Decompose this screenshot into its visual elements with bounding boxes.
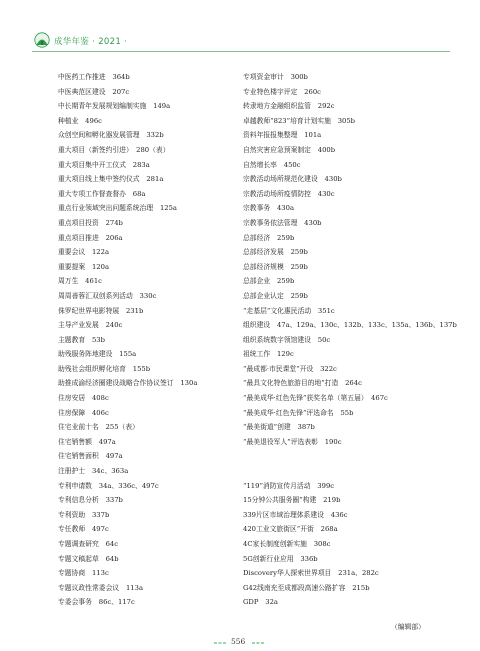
index-entry <box>243 566 453 581</box>
index-entry <box>243 143 453 158</box>
index-entry <box>58 449 268 464</box>
index-entry-text: 重大项目（新签约引进） 280（表） <box>58 145 170 154</box>
index-entry-text: 重点行业领域突出问题系统治理 125a <box>58 204 177 213</box>
index-entry <box>243 595 453 610</box>
index-entry-text: 周周善蓉汇双创系列活动 330c <box>58 291 157 300</box>
index-entry <box>243 362 453 377</box>
index-entry-text: 中医典范区建设 207c <box>58 87 130 96</box>
index-column-left <box>58 70 268 610</box>
index-entry-text: 总部经济 259b <box>243 233 295 242</box>
index-entry <box>58 304 268 319</box>
index-entry <box>243 508 453 523</box>
index-entry <box>58 143 268 158</box>
index-entry-text: 重点项目投资 274b <box>58 218 123 227</box>
index-entry-text: 转隶地方金融组织监管 292c <box>243 102 335 111</box>
index-entry-text: 宗教事务 430a <box>243 204 295 213</box>
index-entry <box>243 260 453 275</box>
index-entry-text: 总部企业 259b <box>243 277 295 286</box>
running-header-title: 成华年鉴 · 2021 · <box>54 37 128 47</box>
index-entry <box>243 158 453 173</box>
index-entry-text: “最成都·市民课堂”开设 322c <box>243 364 337 373</box>
index-entry-text: 主导产业发展 240c <box>58 321 123 330</box>
index-entry <box>243 187 453 202</box>
index-entry-text: 住房安居 408c <box>58 394 109 403</box>
index-entry-text: 专委会事务 86c、117c <box>58 598 135 607</box>
index-entry <box>58 537 268 552</box>
index-entry <box>58 70 268 85</box>
index-entry-text: 住房保障 406c <box>58 408 109 417</box>
index-entry-text: 重要提案 120a <box>58 262 110 271</box>
index-entry <box>243 114 453 129</box>
index-entry <box>243 231 453 246</box>
index-entry <box>58 391 268 406</box>
index-entry <box>58 479 268 494</box>
index-entry <box>243 318 457 333</box>
index-entry-text: 主题教育 53b <box>58 335 105 344</box>
index-entry <box>58 362 268 377</box>
index-entry-text: “最美成华·红色先锋”评选命名 55b <box>243 408 354 417</box>
index-entry-text: 专利资助 337b <box>58 510 110 519</box>
index-entry-text: 众创空间和孵化器发展管理 332b <box>58 131 164 140</box>
index-entry-text: 总部经济规模 259b <box>243 262 308 271</box>
index-entry <box>58 376 268 391</box>
index-entry-text: “最美街道”创建 387b <box>243 423 315 432</box>
index-entry-text: “走基层”文化惠民活动 351c <box>243 306 335 315</box>
index-entry-text: 中长期青年发展规划编制实施 149a <box>58 102 171 111</box>
index-entry-text: 专题协商 113c <box>58 569 109 578</box>
index-entry <box>58 216 268 231</box>
index-entry-text: 重大项目线上集中签约仪式 281a <box>58 175 164 184</box>
index-entry <box>58 464 268 479</box>
index-entry <box>58 435 268 450</box>
index-entry <box>243 449 453 464</box>
index-column-right <box>243 70 457 610</box>
index-entry-text: 重大专项工作督查督办 68a <box>58 189 146 198</box>
index-entry-text: 339片区市域治理体系建设 436c <box>243 510 348 519</box>
index-entry-text: 卓越教师“823”培育计划实施 305b <box>243 116 356 125</box>
index-entry <box>243 128 453 143</box>
index-entry <box>58 318 268 333</box>
index-entry <box>58 85 268 100</box>
index-entry <box>243 304 453 319</box>
index-entry-text: 种植业 496c <box>58 116 102 125</box>
index-entry-text: 重大项目集中开工仪式 283a <box>58 160 150 169</box>
index-entry-text: “最美退役军人”评选表彰 190c <box>243 437 342 446</box>
index-entry-text: “119”消防宣传月活动 399c <box>243 481 335 490</box>
index-entry-text: 助残服务阵地建设 155a <box>58 350 137 359</box>
index-entry <box>243 391 453 406</box>
header-rule <box>32 51 450 52</box>
index-entry <box>243 581 453 596</box>
index-entry-text: 专利信息分析 337b <box>58 496 123 505</box>
index-entry-text: 组织系统数字领馆建设 50c <box>243 335 331 344</box>
index-entry-text: 住宅业前十名 255（表） <box>58 423 139 432</box>
index-entry-text: “最美成华·红色先锋”获奖名单（第五届） 467c <box>243 394 388 403</box>
index-entry-text: 注册护士 34c、363a <box>58 467 129 476</box>
index-entry-text: 周万生 461c <box>58 277 102 286</box>
index-entry <box>58 158 268 173</box>
index-entry <box>58 114 268 129</box>
index-entry-text: 组织建设 47a、129a、130c、132b、133c、135a、136b、137b <box>243 321 457 330</box>
index-entry-text: 住宅销售面积 497a <box>58 452 123 461</box>
index-entry <box>243 85 453 100</box>
city-tree-logo-icon <box>34 32 50 48</box>
index-entry <box>58 172 268 187</box>
index-entry <box>243 537 453 552</box>
index-entry-text: 专利申请数 34a、336c、497c <box>58 481 159 490</box>
index-entry-text: 助残社会组织孵化培育 155b <box>58 364 151 373</box>
index-entry <box>243 274 453 289</box>
index-entry <box>58 347 268 362</box>
page-footer <box>0 637 480 649</box>
index-entry-text: 专题文稿起草 64b <box>58 554 119 563</box>
index-entry <box>58 187 268 202</box>
index-entry <box>58 231 268 246</box>
index-entry <box>243 70 453 85</box>
index-entry <box>243 333 453 348</box>
footer-ornament-right-icon <box>250 641 264 645</box>
footer-ornament-left-icon <box>214 641 228 645</box>
index-entry-text: 宗教事务依法管理 430b <box>243 218 322 227</box>
index-entry-text: 住宅销售额 497a <box>58 437 116 446</box>
index-entry <box>243 347 453 362</box>
index-entry <box>58 581 268 596</box>
index-entry <box>243 201 453 216</box>
index-entry <box>58 245 268 260</box>
index-entry-text: 自然增长率 450c <box>243 160 301 169</box>
index-entry <box>243 406 453 421</box>
index-entry <box>243 376 453 391</box>
index-entry-text: 专项资金审计 300b <box>243 73 308 81</box>
index-entry-text: “最具文化特色旅游目的地”打造 264c <box>243 379 362 388</box>
index-entry-text: 专题议政性常委会议 113a <box>58 583 143 592</box>
index-entry-text: 助推成渝经济圈建设战略合作协议签订 130a <box>58 379 198 388</box>
index-entry <box>243 99 453 114</box>
index-entry <box>58 128 268 143</box>
index-entry-text: 自然灾害应急预案制定 400b <box>243 145 336 154</box>
index-entry-text: 420工业文旅街区”开街 268a <box>243 525 338 534</box>
index-entry-text: 重点项目推进 206a <box>58 233 123 242</box>
index-entry-text: Discovery华人探索世界项目 231a、282c <box>243 569 379 578</box>
index-entry-text: 资料年报报集整理 101a <box>243 131 322 140</box>
index-entry <box>243 172 453 187</box>
index-entry <box>58 508 268 523</box>
index-entry-text: 宗教活动场所规范化建设 430b <box>243 175 342 184</box>
index-entry-text: 总部企业认定 259b <box>243 291 308 300</box>
index-entry-text: 4C家长制度创新实施 308c <box>243 540 331 548</box>
index-entry-text: 侏罗纪世界电影特展 231b <box>58 306 144 315</box>
index-entry-text: 宗教活动场所疫情防控 430c <box>243 189 335 198</box>
index-entry-text: 祖统工作 129c <box>243 350 294 359</box>
index-entry-text: 中医药工作推进 364b <box>58 73 130 81</box>
index-entry <box>58 522 268 537</box>
index-entry <box>243 493 453 508</box>
index-entry <box>58 566 268 581</box>
index-entry-text: 重要会议 122a <box>58 248 110 257</box>
index-entry <box>243 522 453 537</box>
index-entry-text: 专任教师 497c <box>58 525 109 534</box>
index-entry <box>58 552 268 567</box>
index-entry <box>243 289 453 304</box>
index-entry <box>243 245 453 260</box>
index-entry <box>58 406 268 421</box>
index-entry-text: 专业特色楼宇评定 260c <box>243 87 321 96</box>
index-entry-text: GDP 32a <box>243 598 278 607</box>
index-entry <box>58 289 268 304</box>
page-header <box>0 32 480 50</box>
index-entry <box>243 479 453 494</box>
index-entry <box>58 274 268 289</box>
index-entry <box>58 201 268 216</box>
index-entry-text: 15分钟公共服务圈”构建 219b <box>243 496 341 505</box>
index-entry <box>243 420 453 435</box>
index-entry <box>58 99 268 114</box>
index-entry-text: 总部经济发展 259b <box>243 248 308 257</box>
index-entry <box>58 493 268 508</box>
index-entry-text: G42线南充至成都段高速公路扩容 215b <box>243 583 370 592</box>
page-number: 556 <box>231 637 246 646</box>
index-entry-text: 专题调查研究 64c <box>58 540 119 548</box>
index-entry <box>243 464 453 479</box>
index-entry-text: 5G创新行业应用 336b <box>243 554 318 563</box>
index-entry <box>243 435 453 450</box>
index-entry <box>58 420 268 435</box>
index-entry <box>243 216 453 231</box>
index-entry <box>58 333 268 348</box>
index-entry <box>58 595 268 610</box>
index-entry <box>243 552 453 567</box>
index-entry <box>58 260 268 275</box>
editor-credit: （编辑部） <box>391 623 425 631</box>
